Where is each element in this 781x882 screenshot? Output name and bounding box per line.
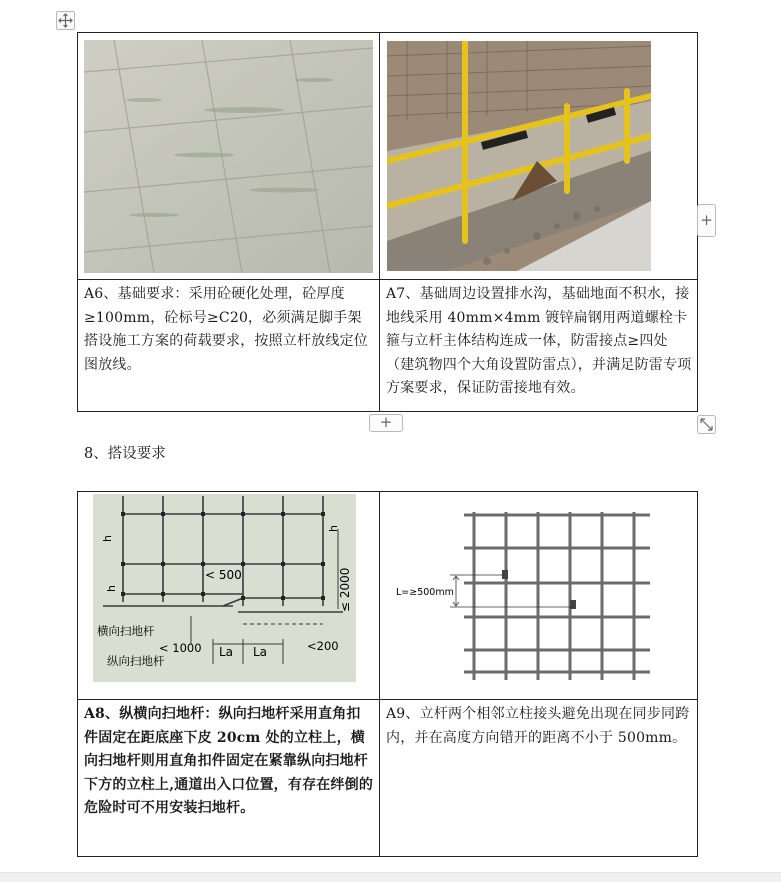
add-column-button[interactable]: + bbox=[697, 204, 716, 237]
move-icon bbox=[58, 13, 73, 28]
label-h-left: h bbox=[101, 535, 114, 542]
label-transverse-rod: 横向扫地杆 bbox=[97, 624, 155, 638]
label-la-2: La bbox=[253, 645, 268, 659]
label-lt200: <200 bbox=[307, 639, 339, 653]
label-lt1000: < 1000 bbox=[159, 641, 202, 655]
photo-cell-drainage bbox=[380, 33, 698, 280]
figure-cell-a8 bbox=[78, 492, 380, 700]
table-foundation bbox=[77, 32, 698, 412]
label-h-top: h bbox=[105, 585, 118, 592]
table-move-handle[interactable] bbox=[56, 11, 75, 30]
pole-joint-diagram bbox=[388, 500, 688, 690]
table-erection bbox=[77, 491, 698, 857]
label-lt500: < 500 bbox=[205, 568, 242, 582]
sweeping-rod-diagram bbox=[93, 494, 356, 682]
drainage-railing-photo bbox=[387, 41, 651, 271]
add-row-button[interactable]: + bbox=[369, 414, 403, 432]
photo-cell-concrete bbox=[78, 33, 380, 280]
concrete-slab-photo bbox=[84, 40, 373, 273]
caption-a7: A7、基础周边设置排水沟，基础地面不积水，接地线采用 40mm×4mm 镀锌扁钢用两道螺栓卡箍与立杆主体结构连成一体，防雷接点≥四处（建筑物四个大角设置防雷点），并满足防雷专项方案要求，保证防雷接地有效。 bbox=[386, 286, 692, 397]
label-h-right: h bbox=[327, 525, 340, 532]
label-spacing: L=≥500mm bbox=[396, 587, 454, 598]
caption-a6: A6、基础要求：采用砼硬化处理，砼厚度≥100mm，砼标号≥C20，必须满足脚手架搭设施工方案的荷载要求，按照立杆放线定位图放线。 bbox=[84, 286, 368, 373]
figure-cell-a9 bbox=[380, 492, 698, 700]
label-la-1: La bbox=[219, 645, 234, 659]
caption-a8: A8、纵横向扫地杆：纵向扫地杆采用直角扣件固定在距底座下皮 20cm 处的立柱上，横向扫地杆则用直角扣件固定在紧靠纵向扫地杆下方的立柱上,通道出入口位置，有存在绊倒的危险时可不用安装扫地杆。 bbox=[84, 706, 374, 817]
table-resize-handle[interactable] bbox=[697, 415, 716, 434]
caption-a9: A9、立杆两个相邻立柱接头避免出现在同步同跨内，并在高度方向错开的距离不小于 500mm。 bbox=[386, 706, 690, 746]
section-heading: 8、搭设要求 bbox=[84, 446, 166, 462]
label-le2000: ≤ 2000 bbox=[338, 567, 352, 612]
label-longitudinal-rod: 纵向扫地杆 bbox=[107, 654, 165, 668]
resize-icon bbox=[700, 418, 713, 431]
